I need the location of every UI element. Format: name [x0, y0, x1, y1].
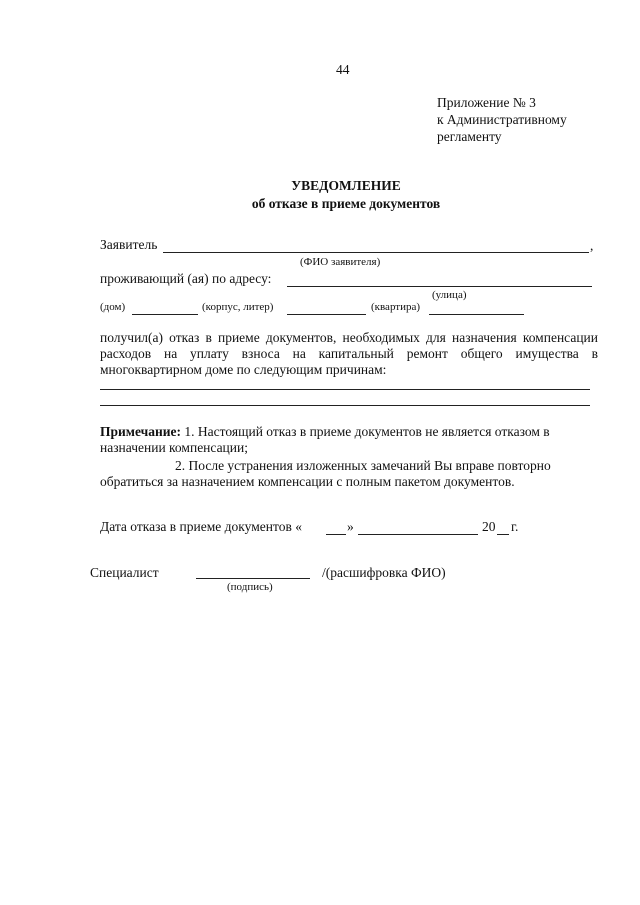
- appendix-line-1: Приложение № 3: [437, 95, 536, 110]
- date-day-line[interactable]: [326, 534, 346, 535]
- refusal-text: получил(а) отказ в приеме документов, необходимых для назначения компенсации расходов на уплату взноса на капитальный ремонт общего имущества в многоквартирном доме по следующим причинам:: [100, 330, 598, 377]
- date-close-quote: »: [347, 519, 354, 534]
- signature-line[interactable]: [196, 578, 310, 579]
- house-label: (дом): [100, 301, 126, 313]
- fio-hint: (ФИО заявителя): [300, 256, 381, 268]
- appendix-line-3: регламенту: [437, 129, 502, 144]
- street-line[interactable]: [287, 286, 592, 287]
- decode-label: /(расшифровка ФИО): [322, 565, 446, 580]
- apartment-label: (квартира): [371, 301, 421, 313]
- document-title: УВЕДОМЛЕНИЕ: [291, 178, 401, 193]
- house-line[interactable]: [132, 314, 198, 315]
- apartment-line[interactable]: [429, 314, 524, 315]
- date-label: Дата отказа в приеме документов «: [100, 519, 302, 534]
- appendix-line-2: к Административному: [437, 112, 567, 127]
- building-line[interactable]: [287, 314, 366, 315]
- applicant-comma: ,: [590, 238, 594, 253]
- specialist-label: Специалист: [90, 565, 159, 580]
- appendix-block: [437, 94, 567, 145]
- address-label: проживающий (ая) по адресу:: [100, 271, 272, 286]
- date-year-line[interactable]: [497, 534, 509, 535]
- date-year-suffix: г.: [511, 519, 519, 534]
- date-year-prefix: 20: [482, 519, 496, 534]
- note-item-2-line-1: 2. После устранения изложенных замечаний Вы вправе повторно: [175, 458, 551, 473]
- signature-hint: (подпись): [227, 581, 273, 593]
- reason-line-2[interactable]: [100, 405, 590, 406]
- note-item-2-line-2: обратиться за назначением компенсации с полным пакетом документов.: [100, 474, 515, 489]
- applicant-fio-line[interactable]: [163, 252, 589, 253]
- note-label: Примечание:: [100, 424, 182, 439]
- date-month-line[interactable]: [358, 534, 478, 535]
- building-label: (корпус, литер): [202, 301, 274, 313]
- document-subtitle: об отказе в приеме документов: [251, 196, 441, 211]
- applicant-label: Заявитель: [100, 237, 158, 252]
- reason-line-1[interactable]: [100, 389, 590, 390]
- street-hint: (улица): [432, 289, 467, 301]
- note-item-1-text: 1. Настоящий отказ в приеме документов не является отказом в назначении компенсации;: [100, 424, 550, 455]
- note-item-1: [100, 424, 594, 456]
- page-number: 44: [336, 62, 350, 77]
